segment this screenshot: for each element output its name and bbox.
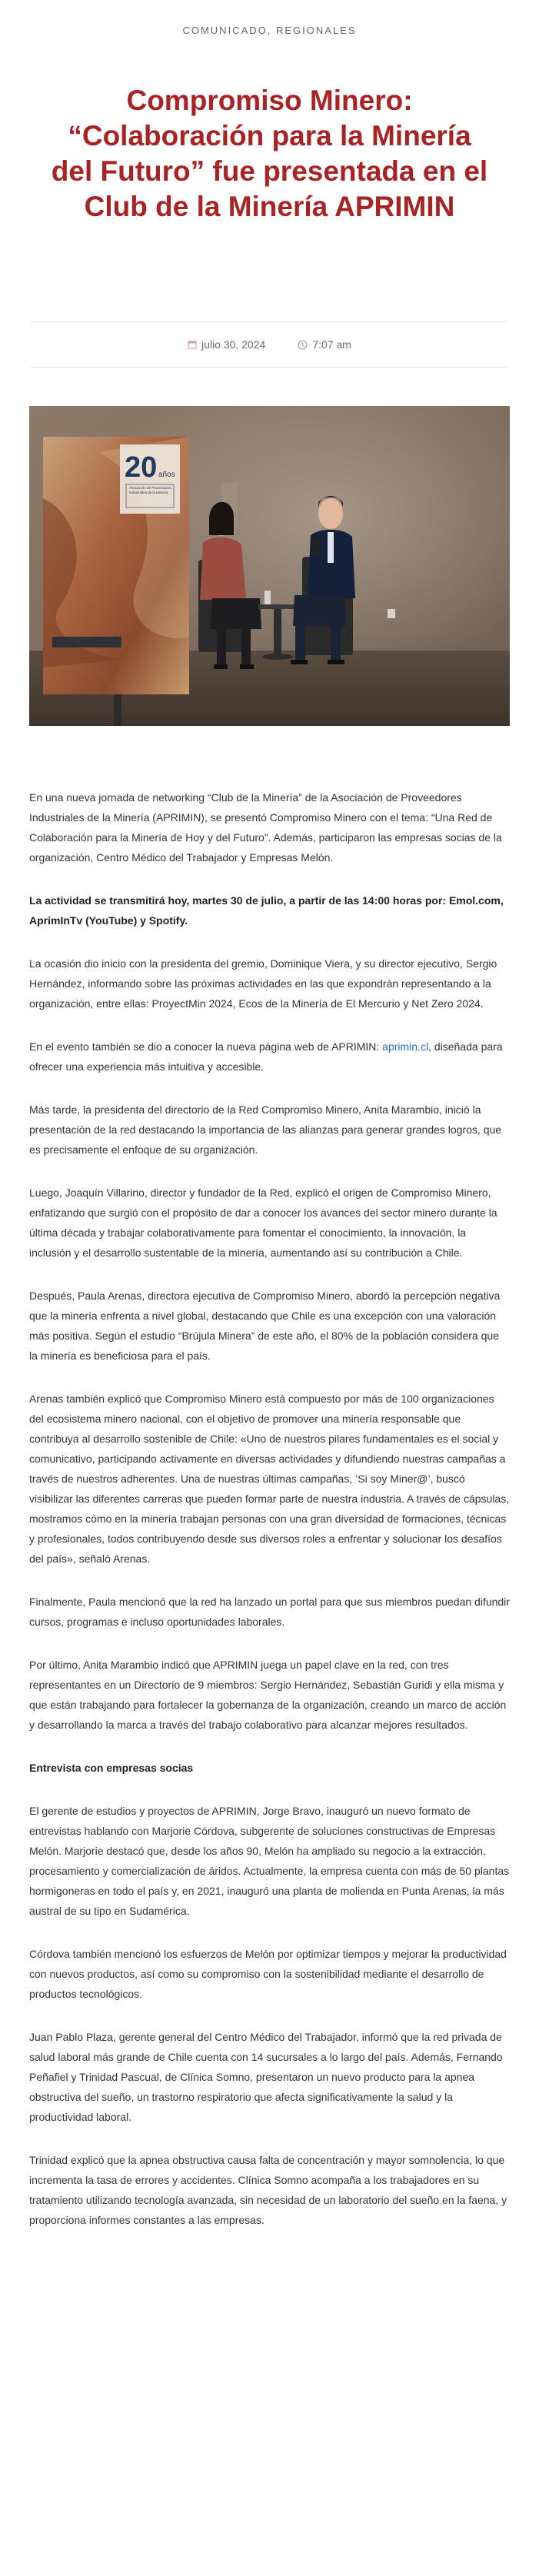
article-paragraph: Luego, Joaquín Villarino, director y fundador de la Red, explicó el origen de Compromiso Minero, enfatizando que surgió con el propósito de dar a conocer los avances del sector minero durante la última década y trabajar colaborativamente para fomentar el conocimiento, la innovación, la inclusión y el desarrollo sustentable de la minería, aumentando así su contribución a Chile.: [29, 1186, 497, 1259]
banner-anniversary-label: años: [158, 471, 175, 479]
article-title: Compromiso Minero: “Colaboración para la Minería del Futuro” fue presentada en el Club de la Minería APRIMIN: [51, 85, 488, 222]
post-time: [298, 338, 351, 351]
article-paragraph: Después, Paula Arenas, directora ejecutiva de Compromiso Minero, abordó la percepción negativa que la minería enfrenta a nivel global, destacando que Chile es una excepción con una valoración más positiva. Según el estudio “Brújula Minera” de este año, el 80% de la población considera que la minería es beneficiosa para el país.: [29, 1290, 501, 1362]
post-date: [188, 338, 265, 351]
article-paragraph: La ocasión dio inicio con la presidenta del gremio, Dominique Viera, y su director ejecutivo, Sergio Hernández, informando sobre las próximas actividades en las que expondrán representando a la organización, entre ellas: ProyectMin 2024, Ecos de la Minería de El Mercurio y Net Zero 2024.: [29, 957, 497, 1010]
post-time-text: 7:07 am: [312, 338, 351, 351]
clock-icon: [298, 340, 308, 350]
category-list: COMUNICADO, REGIONALES: [182, 25, 357, 36]
calendar-icon: [188, 340, 197, 349]
article-paragraph: Más tarde, la presidenta del directorio de la Red Compromiso Minero, Anita Marambio, inició la presentación de la red destacando la importancia de las alianzas para generar grandes logros, que es precisamente el enfoque de su organización.: [29, 1103, 502, 1156]
category-link-comunicado[interactable]: COMUNICADO: [182, 25, 268, 36]
article-paragraph: Trinidad explicó que la apnea obstructiva causa falta de concentración y mayor somnolencia, lo que incrementa la tasa de errores y accidentes. Clínica Somno acompaña a los trabajadores en su tratamiento utilizando tecnología avanzada, sin necesidad de un laboratorio del sueño en la faena, y proporciona informes constantes a las empresas.: [29, 2154, 507, 2226]
aprimin-banner: [43, 437, 189, 726]
article-body: [29, 787, 510, 2253]
article-paragraph: En una nueva jornada de networking “Club de la Minería” de la Asociación de Proveedores Industriales de la Minería (APRIMIN), se presentó Compromiso Minero con el tema: “Una Red de Colaboración para la Minería de Hoy y del Futuro”. Además, participaron las empresas socias de la organización, Centro Médico del Trabajador y Empresas Melón.: [29, 791, 502, 864]
article-paragraph-website: En el evento también se dio a conocer la nueva página web de APRIMIN: aprimin.cl, diseñada para ofrecer una experiencia más intuitiva y accesible.: [29, 1040, 503, 1073]
event-photo-illustration: [29, 406, 510, 726]
banner-organization-name: Asociación de Proveedores Industriales de la Minería: [129, 486, 171, 494]
banner-anniversary-number: 20: [125, 451, 158, 484]
post-date-text: julio 30, 2024: [201, 338, 266, 351]
article-paragraph: Arenas también explicó que Compromiso Minero está compuesto por más de 100 organizaciones del ecosistema minero nacional, con el objetivo de promover una minería responsable que contribuya al desarrollo sostenible de Chile: «Uno de nuestros pilares fundamentales es el social y comunicativo, participando activamente en diversas actividades y difundiendo nuestras campañas a través de nuestros adherentes. Una de nuestras últimas campañas, ‘Si soy Miner@’, buscó visibilizar las diferentes carreras que pueden formar parte de nuestra industria. A través de cápsulas, mostramos cómo en la minería trabajan personas con una gran diversidad de formaciones, técnicas y profesionales, todos contribuyendo desde sus diversos roles a enfrentar y solucionar los desafíos del país», señaló Arenas.: [29, 1393, 510, 1565]
section-heading-entrevista: Entrevista con empresas socias: [29, 1762, 194, 1774]
article-paragraph: Juan Pablo Plaza, gerente general del Centro Médico del Trabajador, informó que la red privada de salud laboral más grande de Chile cuenta con 14 sucursales a lo largo del país. Además, Fernando Peñafiel y Trinidad Pascual, de Clínica Somno, presentaron un nuevo producto para la apnea obstructiva del sueño, un trastorno respiratorio que afecta significativamente la salud y la productividad laboral.: [29, 2031, 503, 2123]
broadcast-notice: [29, 890, 510, 930]
event-photo: [29, 406, 510, 726]
aprimin-website-link[interactable]: aprimin.cl: [382, 1040, 429, 1053]
article-paragraph: El gerente de estudios y proyectos de APRIMIN, Jorge Bravo, inauguró un nuevo formato de entrevistas hablando con Marjorie Córdova, subgerente de soluciones constructivas de Empresas Melón. Marjorie destacó que, desde los años 90, Melón ha ampliado su negocio a la extracción, procesamiento y comercialización de áridos. Actualmente, la empresa cuenta con más de 50 plantas hormigoneras en todo el país y, en 2021, inauguró una planta de molienda en Punta Arenas, la más austral de su tipo en Sudamérica.: [29, 1805, 510, 1917]
article-paragraph: Finalmente, Paula mencionó que la red ha lanzado un portal para que sus miembros puedan difundir cursos, programas e incluso oportunidades laborales.: [29, 1596, 510, 1628]
article-paragraph: Córdova también mencionó los esfuerzos de Melón por optimizar tiempos y mejorar la productividad con nuevos productos, así como su compromiso con la sostenibilidad mediante el desarrollo de productos tecnológicos.: [29, 1948, 507, 2000]
post-meta: [31, 321, 508, 368]
category-link-regionales[interactable]: REGIONALES: [275, 25, 357, 36]
broadcast-notice-text: La actividad se transmitirá hoy, martes 30 de julio, a partir de las 14:00 horas por: Emol.com, AprimInTv (YouTube) y Spotify.: [29, 894, 504, 927]
article-paragraph: Por último, Anita Marambio indicó que APRIMIN juega un papel clave en la red, con tres representantes en un Directorio de 9 miembros: Sergio Hernández, Sebastián Guridi y ella misma y que están trabajando para fortalecer la gobernanza de la organización, creando un marco de acción y desarrollando la marca a través del trabajo colaborativo para alcanzar mejores resultados.: [29, 1659, 507, 1731]
